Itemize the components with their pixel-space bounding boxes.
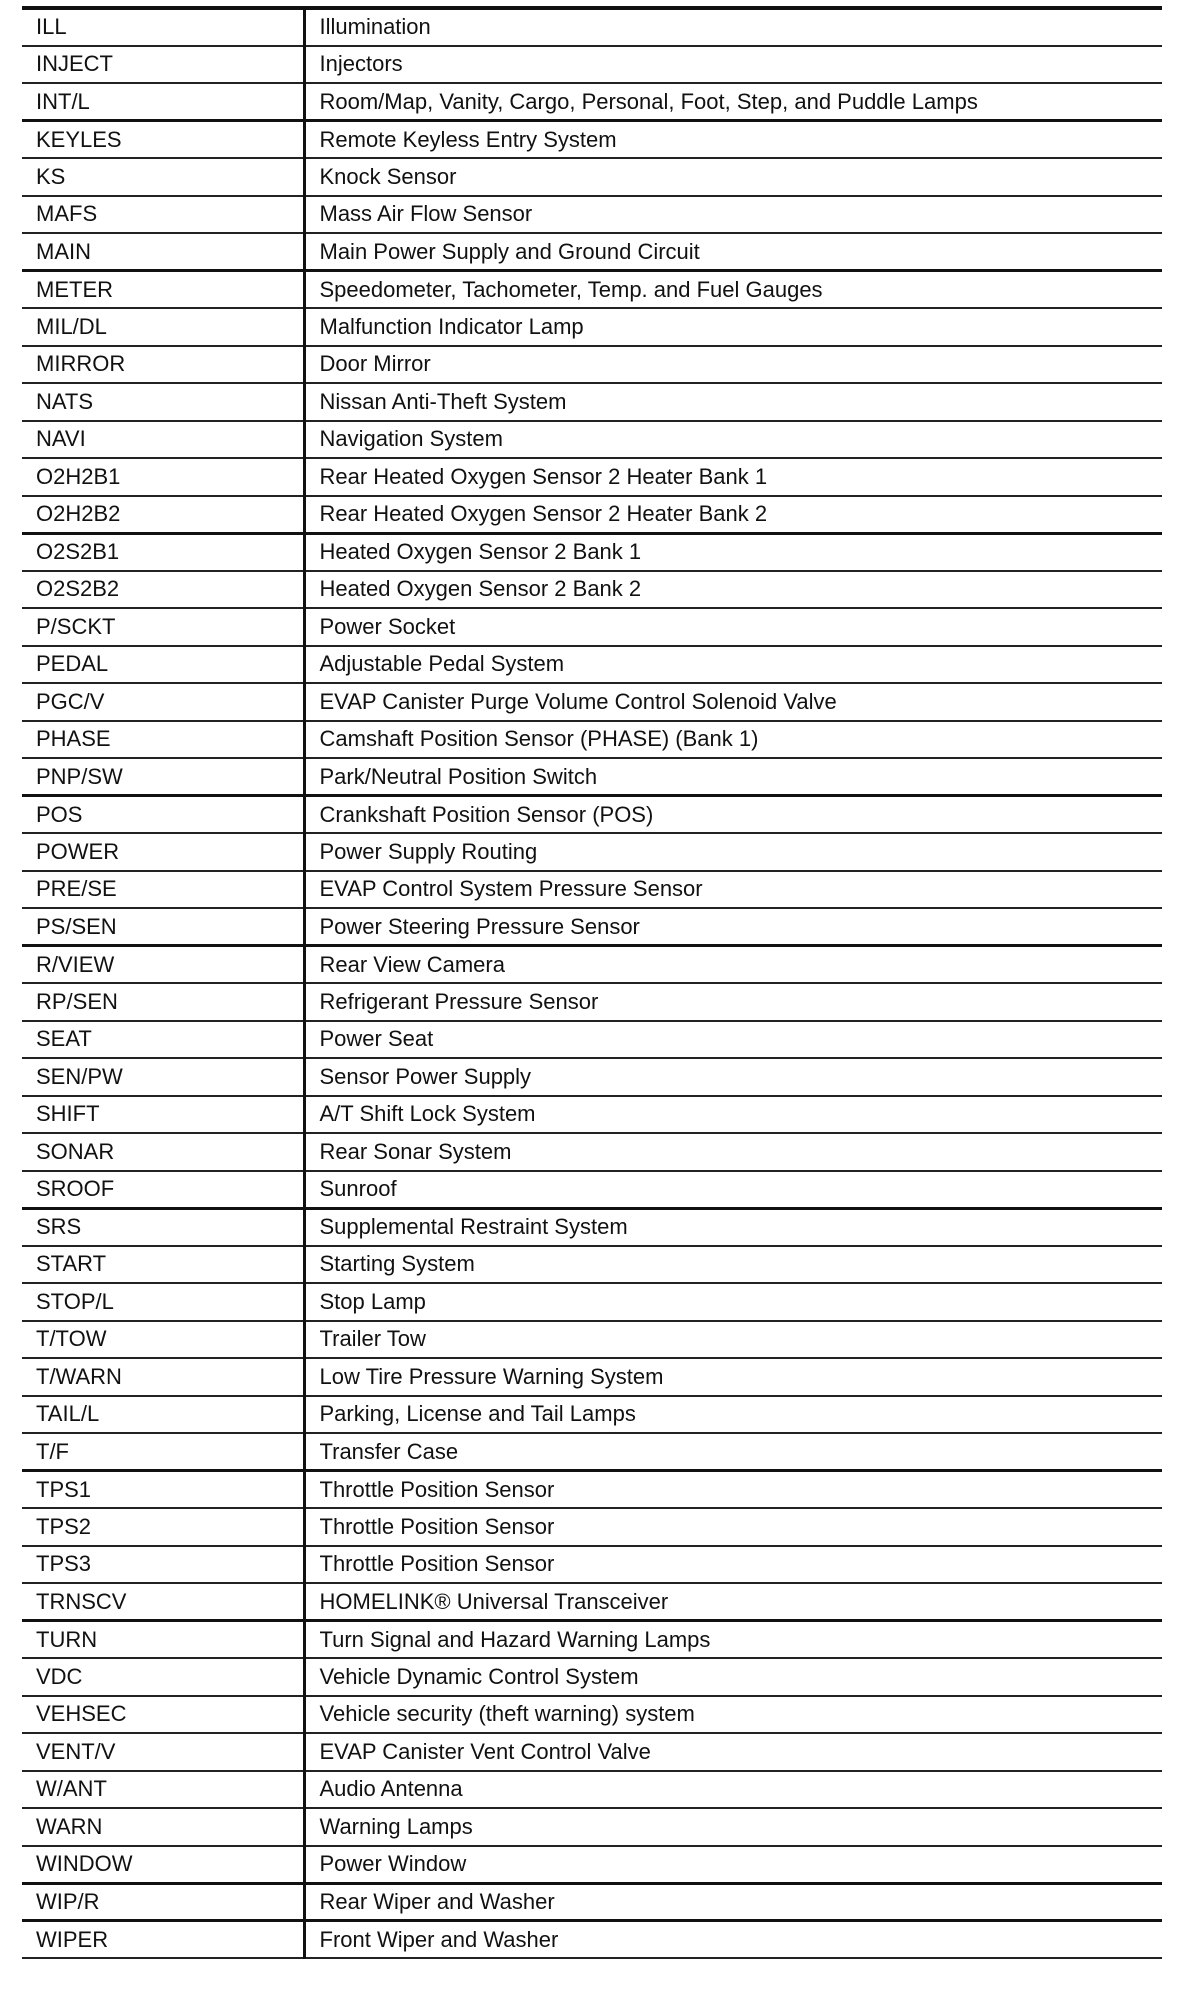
code-cell: PS/SEN xyxy=(22,908,304,946)
description-cell: Vehicle security (theft warning) system xyxy=(304,1696,1162,1734)
table-row xyxy=(22,1058,1162,1096)
table-row xyxy=(22,383,1162,421)
code-cell: T/F xyxy=(22,1433,304,1471)
table-row xyxy=(22,1021,1162,1059)
description-cell: Injectors xyxy=(304,46,1162,84)
code-cell: MAFS xyxy=(22,196,304,234)
table-row xyxy=(22,721,1162,759)
abbreviation-table xyxy=(22,6,1162,1959)
description-cell: Rear Sonar System xyxy=(304,1133,1162,1171)
table-row xyxy=(22,1433,1162,1471)
code-cell: TURN xyxy=(22,1621,304,1659)
table-row xyxy=(22,946,1162,984)
code-cell: KS xyxy=(22,158,304,196)
code-cell: RP/SEN xyxy=(22,983,304,1021)
description-cell: Stop Lamp xyxy=(304,1283,1162,1321)
code-cell: O2S2B2 xyxy=(22,571,304,609)
code-cell: O2H2B1 xyxy=(22,458,304,496)
description-cell: Power Supply Routing xyxy=(304,833,1162,871)
table-row xyxy=(22,796,1162,834)
code-cell: T/WARN xyxy=(22,1358,304,1396)
code-cell: WIPER xyxy=(22,1921,304,1959)
code-cell: O2H2B2 xyxy=(22,496,304,534)
code-cell: PNP/SW xyxy=(22,758,304,796)
description-cell: Speedometer, Tachometer, Temp. and Fuel Gauges xyxy=(304,271,1162,309)
code-cell: VEHSEC xyxy=(22,1696,304,1734)
description-cell: Navigation System xyxy=(304,421,1162,459)
table-row xyxy=(22,683,1162,721)
description-cell: Crankshaft Position Sensor (POS) xyxy=(304,796,1162,834)
description-cell: Vehicle Dynamic Control System xyxy=(304,1658,1162,1696)
description-cell: Throttle Position Sensor xyxy=(304,1546,1162,1584)
description-cell: Starting System xyxy=(304,1246,1162,1284)
description-cell: Rear Heated Oxygen Sensor 2 Heater Bank 1 xyxy=(304,458,1162,496)
description-cell: Rear Heated Oxygen Sensor 2 Heater Bank 2 xyxy=(304,496,1162,534)
code-cell: START xyxy=(22,1246,304,1284)
table-row xyxy=(22,1396,1162,1434)
table-row xyxy=(22,46,1162,84)
code-cell: SRS xyxy=(22,1208,304,1246)
table-row xyxy=(22,1471,1162,1509)
table-row xyxy=(22,983,1162,1021)
table-row xyxy=(22,83,1162,121)
table-row xyxy=(22,1883,1162,1921)
code-cell: ILL xyxy=(22,8,304,46)
table-row xyxy=(22,271,1162,309)
code-cell: PEDAL xyxy=(22,646,304,684)
table-row xyxy=(22,1696,1162,1734)
code-cell: TPS2 xyxy=(22,1508,304,1546)
table-row xyxy=(22,908,1162,946)
code-cell: SEN/PW xyxy=(22,1058,304,1096)
description-cell: Transfer Case xyxy=(304,1433,1162,1471)
table-row xyxy=(22,346,1162,384)
description-cell: Trailer Tow xyxy=(304,1321,1162,1359)
description-cell: EVAP Canister Purge Volume Control Solenoid Valve xyxy=(304,683,1162,721)
code-cell: SONAR xyxy=(22,1133,304,1171)
table-row xyxy=(22,1283,1162,1321)
description-cell: Refrigerant Pressure Sensor xyxy=(304,983,1162,1021)
code-cell: P/SCKT xyxy=(22,608,304,646)
code-cell: VENT/V xyxy=(22,1733,304,1771)
description-cell: Front Wiper and Washer xyxy=(304,1921,1162,1959)
description-cell: EVAP Canister Vent Control Valve xyxy=(304,1733,1162,1771)
code-cell: POWER xyxy=(22,833,304,871)
description-cell: Knock Sensor xyxy=(304,158,1162,196)
table-row xyxy=(22,608,1162,646)
description-cell: Rear View Camera xyxy=(304,946,1162,984)
code-cell: MAIN xyxy=(22,233,304,271)
table-row xyxy=(22,496,1162,534)
code-cell: PGC/V xyxy=(22,683,304,721)
description-cell: Sunroof xyxy=(304,1171,1162,1209)
code-cell: VDC xyxy=(22,1658,304,1696)
description-cell: Nissan Anti-Theft System xyxy=(304,383,1162,421)
table-row xyxy=(22,421,1162,459)
description-cell: Remote Keyless Entry System xyxy=(304,121,1162,159)
description-cell: A/T Shift Lock System xyxy=(304,1096,1162,1134)
description-cell: Audio Antenna xyxy=(304,1771,1162,1809)
description-cell: Power Steering Pressure Sensor xyxy=(304,908,1162,946)
description-cell: Sensor Power Supply xyxy=(304,1058,1162,1096)
code-cell: SEAT xyxy=(22,1021,304,1059)
code-cell: KEYLES xyxy=(22,121,304,159)
table-row xyxy=(22,158,1162,196)
table-row xyxy=(22,458,1162,496)
description-cell: Park/Neutral Position Switch xyxy=(304,758,1162,796)
code-cell: WINDOW xyxy=(22,1846,304,1884)
table-row xyxy=(22,1808,1162,1846)
description-cell: Mass Air Flow Sensor xyxy=(304,196,1162,234)
description-cell: EVAP Control System Pressure Sensor xyxy=(304,871,1162,909)
description-cell: Rear Wiper and Washer xyxy=(304,1883,1162,1921)
description-cell: Adjustable Pedal System xyxy=(304,646,1162,684)
code-cell: POS xyxy=(22,796,304,834)
table-row xyxy=(22,308,1162,346)
code-cell: WIP/R xyxy=(22,1883,304,1921)
description-cell: Heated Oxygen Sensor 2 Bank 1 xyxy=(304,533,1162,571)
table-row xyxy=(22,196,1162,234)
table-row xyxy=(22,1171,1162,1209)
description-cell: Supplemental Restraint System xyxy=(304,1208,1162,1246)
code-cell: TPS3 xyxy=(22,1546,304,1584)
code-cell: PRE/SE xyxy=(22,871,304,909)
table-row xyxy=(22,233,1162,271)
table-row xyxy=(22,1658,1162,1696)
description-cell: Power Seat xyxy=(304,1021,1162,1059)
table-row xyxy=(22,1208,1162,1246)
code-cell: NAVI xyxy=(22,421,304,459)
table-row xyxy=(22,1133,1162,1171)
description-cell: HOMELINK® Universal Transceiver xyxy=(304,1583,1162,1621)
table-row xyxy=(22,8,1162,46)
description-cell: Low Tire Pressure Warning System xyxy=(304,1358,1162,1396)
description-cell: Parking, License and Tail Lamps xyxy=(304,1396,1162,1434)
table-row xyxy=(22,1921,1162,1959)
code-cell: TRNSCV xyxy=(22,1583,304,1621)
description-cell: Door Mirror xyxy=(304,346,1162,384)
table-row xyxy=(22,121,1162,159)
code-cell: W/ANT xyxy=(22,1771,304,1809)
code-cell: R/VIEW xyxy=(22,946,304,984)
code-cell: INT/L xyxy=(22,83,304,121)
table-row xyxy=(22,1508,1162,1546)
abbreviation-table-page xyxy=(22,6,1162,1959)
code-cell: WARN xyxy=(22,1808,304,1846)
table-row xyxy=(22,1321,1162,1359)
description-cell: Main Power Supply and Ground Circuit xyxy=(304,233,1162,271)
description-cell: Power Window xyxy=(304,1846,1162,1884)
table-row xyxy=(22,533,1162,571)
table-row xyxy=(22,1246,1162,1284)
code-cell: SHIFT xyxy=(22,1096,304,1134)
description-cell: Throttle Position Sensor xyxy=(304,1508,1162,1546)
code-cell: PHASE xyxy=(22,721,304,759)
table-row xyxy=(22,1546,1162,1584)
code-cell: INJECT xyxy=(22,46,304,84)
description-cell: Warning Lamps xyxy=(304,1808,1162,1846)
table-row xyxy=(22,1771,1162,1809)
description-cell: Illumination xyxy=(304,8,1162,46)
description-cell: Turn Signal and Hazard Warning Lamps xyxy=(304,1621,1162,1659)
code-cell: METER xyxy=(22,271,304,309)
table-row xyxy=(22,1846,1162,1884)
table-row xyxy=(22,1358,1162,1396)
table-row xyxy=(22,833,1162,871)
code-cell: T/TOW xyxy=(22,1321,304,1359)
table-row xyxy=(22,1621,1162,1659)
code-cell: TPS1 xyxy=(22,1471,304,1509)
code-cell: O2S2B1 xyxy=(22,533,304,571)
code-cell: MIRROR xyxy=(22,346,304,384)
description-cell: Camshaft Position Sensor (PHASE) (Bank 1) xyxy=(304,721,1162,759)
code-cell: NATS xyxy=(22,383,304,421)
table-row xyxy=(22,1096,1162,1134)
table-row xyxy=(22,646,1162,684)
code-cell: TAIL/L xyxy=(22,1396,304,1434)
description-cell: Malfunction Indicator Lamp xyxy=(304,308,1162,346)
table-body xyxy=(22,8,1162,1958)
table-row xyxy=(22,571,1162,609)
code-cell: SROOF xyxy=(22,1171,304,1209)
table-row xyxy=(22,871,1162,909)
description-cell: Room/Map, Vanity, Cargo, Personal, Foot, Step, and Puddle Lamps xyxy=(304,83,1162,121)
code-cell: MIL/DL xyxy=(22,308,304,346)
description-cell: Heated Oxygen Sensor 2 Bank 2 xyxy=(304,571,1162,609)
table-row xyxy=(22,758,1162,796)
table-row xyxy=(22,1583,1162,1621)
code-cell: STOP/L xyxy=(22,1283,304,1321)
table-row xyxy=(22,1733,1162,1771)
description-cell: Throttle Position Sensor xyxy=(304,1471,1162,1509)
description-cell: Power Socket xyxy=(304,608,1162,646)
